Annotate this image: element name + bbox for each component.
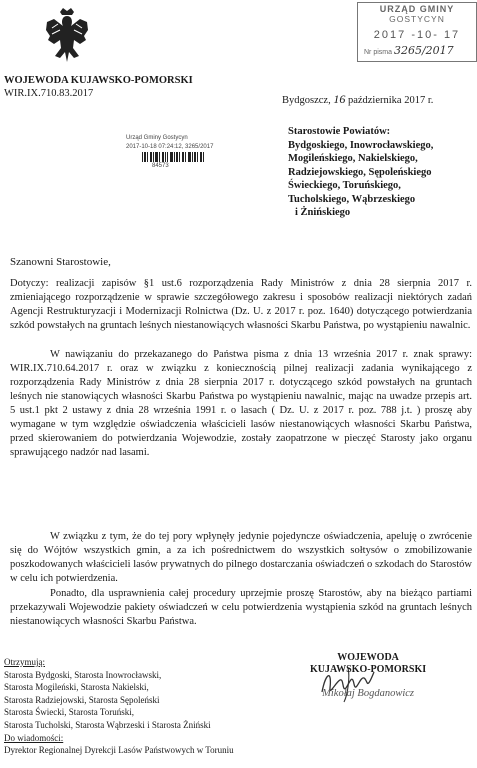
recipient-line: Tucholskiego, Wąbrzeskiego (288, 193, 416, 205)
eagle-emblem-icon (44, 6, 90, 68)
registration-label (126, 134, 213, 152)
stamp-pismo (358, 44, 476, 57)
signature-block (310, 652, 426, 700)
sender-block (4, 74, 193, 100)
recipient-line: Radziejowskiego, Sępoleńskiego (288, 166, 432, 178)
place-date (282, 92, 433, 107)
stamp-town: GOSTYCYN (389, 14, 445, 24)
body-paragraph-3: Ponadto, dla usprawnienia całej procedury uprzejmie proszę Starostów, aby na bieżąco partiami przekazywali Wojewodzie pakiety oświadczeń w celu potwierdzenia wystąpienia szkód na gruntach leśnych niestanowiących własności Skarbu Państwa. (10, 588, 472, 627)
otrzymuja-heading: Otrzymują: (4, 657, 45, 667)
barcode-icon (142, 152, 204, 162)
recipient-line: Starostowie Powiatów: (288, 126, 391, 137)
signature-title-2: KUJAWSKO-POMORSKI (310, 664, 427, 675)
registration-office: Urząd Gminy Gostycyn (126, 135, 188, 141)
recipient-block (288, 125, 433, 220)
salutation: Szanowni Starostowie, (10, 256, 111, 268)
reference-number: WIR.IX.710.83.2017 (4, 88, 94, 99)
handwritten-day: 16 (333, 92, 346, 106)
body-paragraph-1: W nawiązaniu do przekazanego do Państwa pisma z dnia 13 września 2017 r. znak sprawy: WIR.IX.710.64.2017 r. oraz w związku z koniecznością pilnej realizacji zadania wynikającego z rozporządzenia Rady Ministrów z dnia 28 sierpnia 2017 r. dotyczącego szkód powstałych na gruntach leśnych nie stanowiących własności Skarbu Państwa po wystąpieniu nawalnic, mając na uwadze przepis art. 5 ust.1 pkt 2 ustawy z dnia 28 września 1991 r. o lasach ( Dz. U. z 2017 r. poz. 788 j.t. ) proszę aby wymagane w tym względzie oświadczenia właścicieli lasów niestanowiących własności Skarbu Państwa, przed skierowaniem do potwierdzania Wojewodzie, zostały zaopatrzone w pieczęć Starosty jako organu sprawującego nadzór nad lasami. (10, 349, 472, 458)
recipient-line: i Żnińskiego (295, 207, 351, 218)
stamp-date: 2017 -10- 17 (373, 29, 461, 41)
registration-datetime: 2017-10-18 07:24:12, 3265/2017 (126, 144, 214, 150)
recipient-line: Mogileńskiego, Nakielskiego, (288, 153, 418, 164)
recipient-line: Świeckiego, Toruńskiego, (288, 180, 401, 191)
distribution-list (4, 656, 234, 757)
place-prefix: Bydgoszcz, (282, 95, 331, 106)
signature-title-1: WOJEWODA (337, 652, 399, 663)
sender-title: WOJEWODA KUJAWSKO-POMORSKI (4, 75, 193, 86)
receipt-stamp (357, 2, 477, 62)
stamp-pismo-number: 3265/2017 (393, 44, 454, 57)
subject-paragraph: Dotyczy: realizacji zapisów §1 ust.6 rozporządzenia Rady Ministrów z dnia 28 sierpnia 2017 r. zmieniającego rozporządzenie w sprawie szczegółowego zakresu i sposobów realizacji niektórych zadań Agencji Restrukturyzacji i Modernizacji Rolnictwa (Dz. U. z 2017 r. poz. 1640) dotyczącego potwierdzania szkód powstałych na gruntach leśnych niestanowiących własności Skarbu Państwa, po wystąpieniu nawalnic. (10, 278, 472, 331)
distribution-item: Starosta Świecki, Starosta Toruński, (4, 707, 134, 718)
body-paragraph-2: W związku z tym, że do tej pory wpłynęły jedynie pojedyncze oświadczenia, apeluję o zwrócenie się do Wójtów wszystkich gmin, a za ich pośrednictwem do wszystkich sołtysów o zmobilizowanie poszkodowanych właścicieli lasów prywatnych do pilnego dostarczania oświadczeń o szkodach do Starostów w celu ich potwierdzenia. (10, 531, 472, 584)
distribution-item: Dyrektor Regionalnej Dyrekcji Lasów Państwowych w Toruniu (4, 745, 234, 756)
distribution-item: Starosta Tucholski, Starosta Wąbrzeski i Starosta Żniński (4, 719, 211, 730)
wiadomosci-heading: Do wiadomości: (4, 732, 64, 743)
distribution-item: Starosta Mogileński, Starosta Nakielski, (4, 682, 149, 693)
distribution-item: Starosta Bydgoski, Starosta Inowrocławski, (4, 669, 162, 680)
stamp-office: URZĄD GMINY (379, 4, 455, 14)
registration-number: 84573 (152, 163, 169, 169)
recipient-line: Bydgoskiego, Inowrocławskiego, (288, 139, 434, 151)
distribution-item: Starosta Radziejowski, Starosta Sępoleński (4, 694, 160, 705)
signatory-name: Mikołaj Bogdanowicz (322, 688, 414, 699)
date-suffix: października 2017 r. (347, 95, 434, 106)
stamp-pismo-label: Nr pisma (364, 49, 393, 56)
